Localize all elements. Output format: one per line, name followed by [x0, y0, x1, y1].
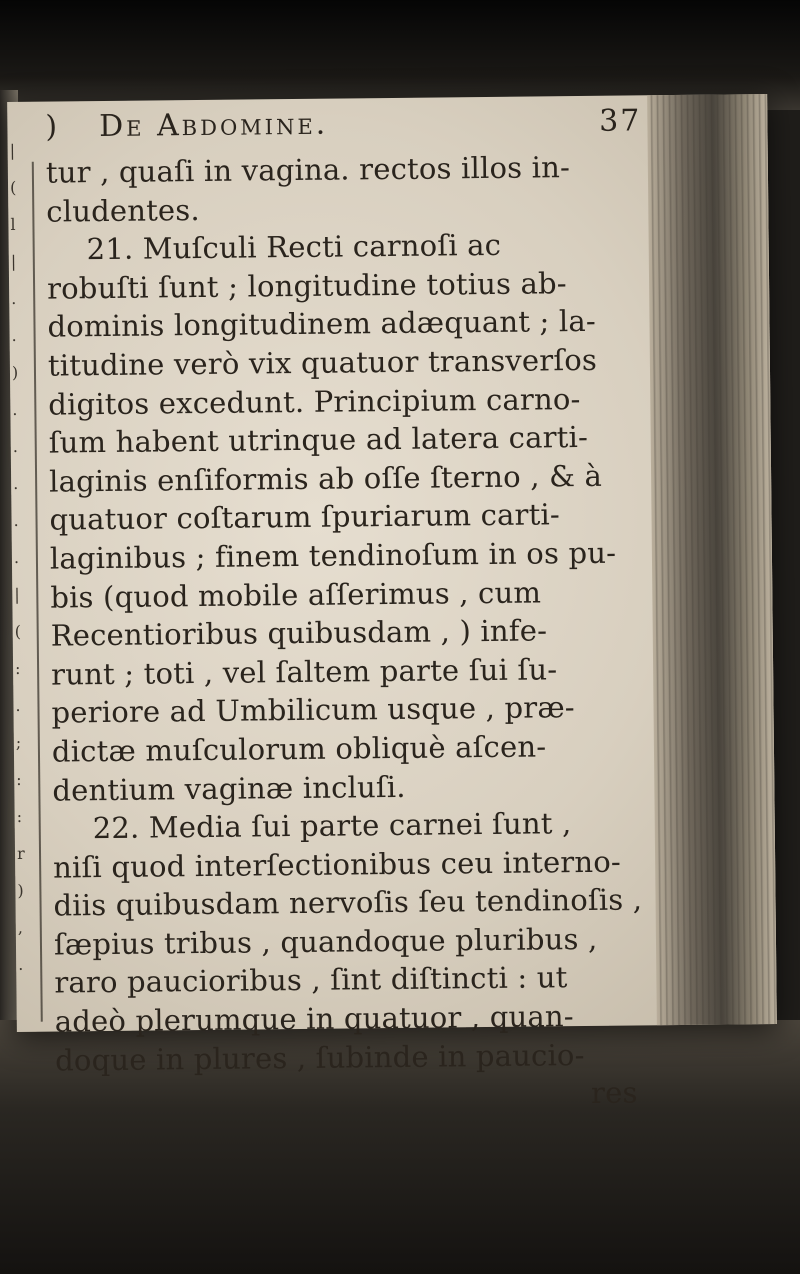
text-line: ſum habent utrinque ad latera carti-	[48, 420, 589, 460]
photo-background-top	[0, 0, 800, 110]
text-line: runt ; toti , vel ſaltem parte ſui ſu-	[50, 651, 558, 692]
text-line: digitos excedunt. Principium carno-	[48, 381, 581, 422]
text-line: dentium vaginæ incluſi.	[52, 769, 406, 808]
book-page	[7, 94, 777, 1111]
running-header	[45, 103, 645, 153]
text-line: periore ad Umbilicum usque , præ-	[51, 690, 576, 730]
text-line: dominis longitudinem adæquant ; la-	[47, 304, 597, 344]
text-line: titudine verò vix quatuor transverſos	[47, 342, 598, 383]
text-line: cludentes.	[46, 192, 200, 229]
page-number: 37	[599, 103, 642, 139]
margin-marks: | ( l | . . ) . . . . . | ( : . ; : : r ) , .	[9, 140, 25, 974]
text-line: adeò plerumque in quatuor , quan-	[54, 999, 574, 1039]
text-line: raro paucioribus , ſint diſtincti : ut	[54, 960, 568, 1001]
text-line: Recentioribus quibusdam , ) infe-	[50, 613, 548, 653]
running-title: De Abdomine.	[98, 106, 329, 145]
text-line: quatuor coſtarum ſpuriarum carti-	[49, 497, 561, 537]
text-line: niſi quod interſectionibus ceu interno-	[52, 844, 622, 885]
text-line: robuſti ſunt ; longitudine totius ab-	[46, 265, 568, 306]
text-line: doque in plures , ſubinde in paucio-	[55, 1037, 585, 1078]
section-22-heading-line: 22. Media ſui parte carnei ſunt ,	[92, 806, 572, 846]
text-line: ſæpius tribus , quandoque pluribus ,	[53, 921, 598, 962]
text-line: dictæ muſculorum obliquè aſcen-	[51, 729, 547, 769]
text-line: bis (quod mobile aſſerimus , cum	[50, 574, 542, 615]
section-21-heading-line: 21. Muſculi Recti carnoſi ac	[86, 228, 502, 267]
text-line: laginis enſiformis ab oſſe ſterno , & à	[48, 458, 603, 499]
page-text	[45, 103, 656, 1118]
text-line: tur , quaſi in vagina. rectos illos in-	[45, 150, 571, 190]
page-gutter-fold	[647, 94, 777, 1025]
catchword: res	[590, 1075, 638, 1111]
text-line: laginibus ; finem tendinoſum in os pu-	[49, 535, 617, 576]
header-left-mark: )	[45, 109, 60, 145]
text-line: diis quibusdam nervoſis ſeu tendinoſis ,	[53, 882, 643, 923]
